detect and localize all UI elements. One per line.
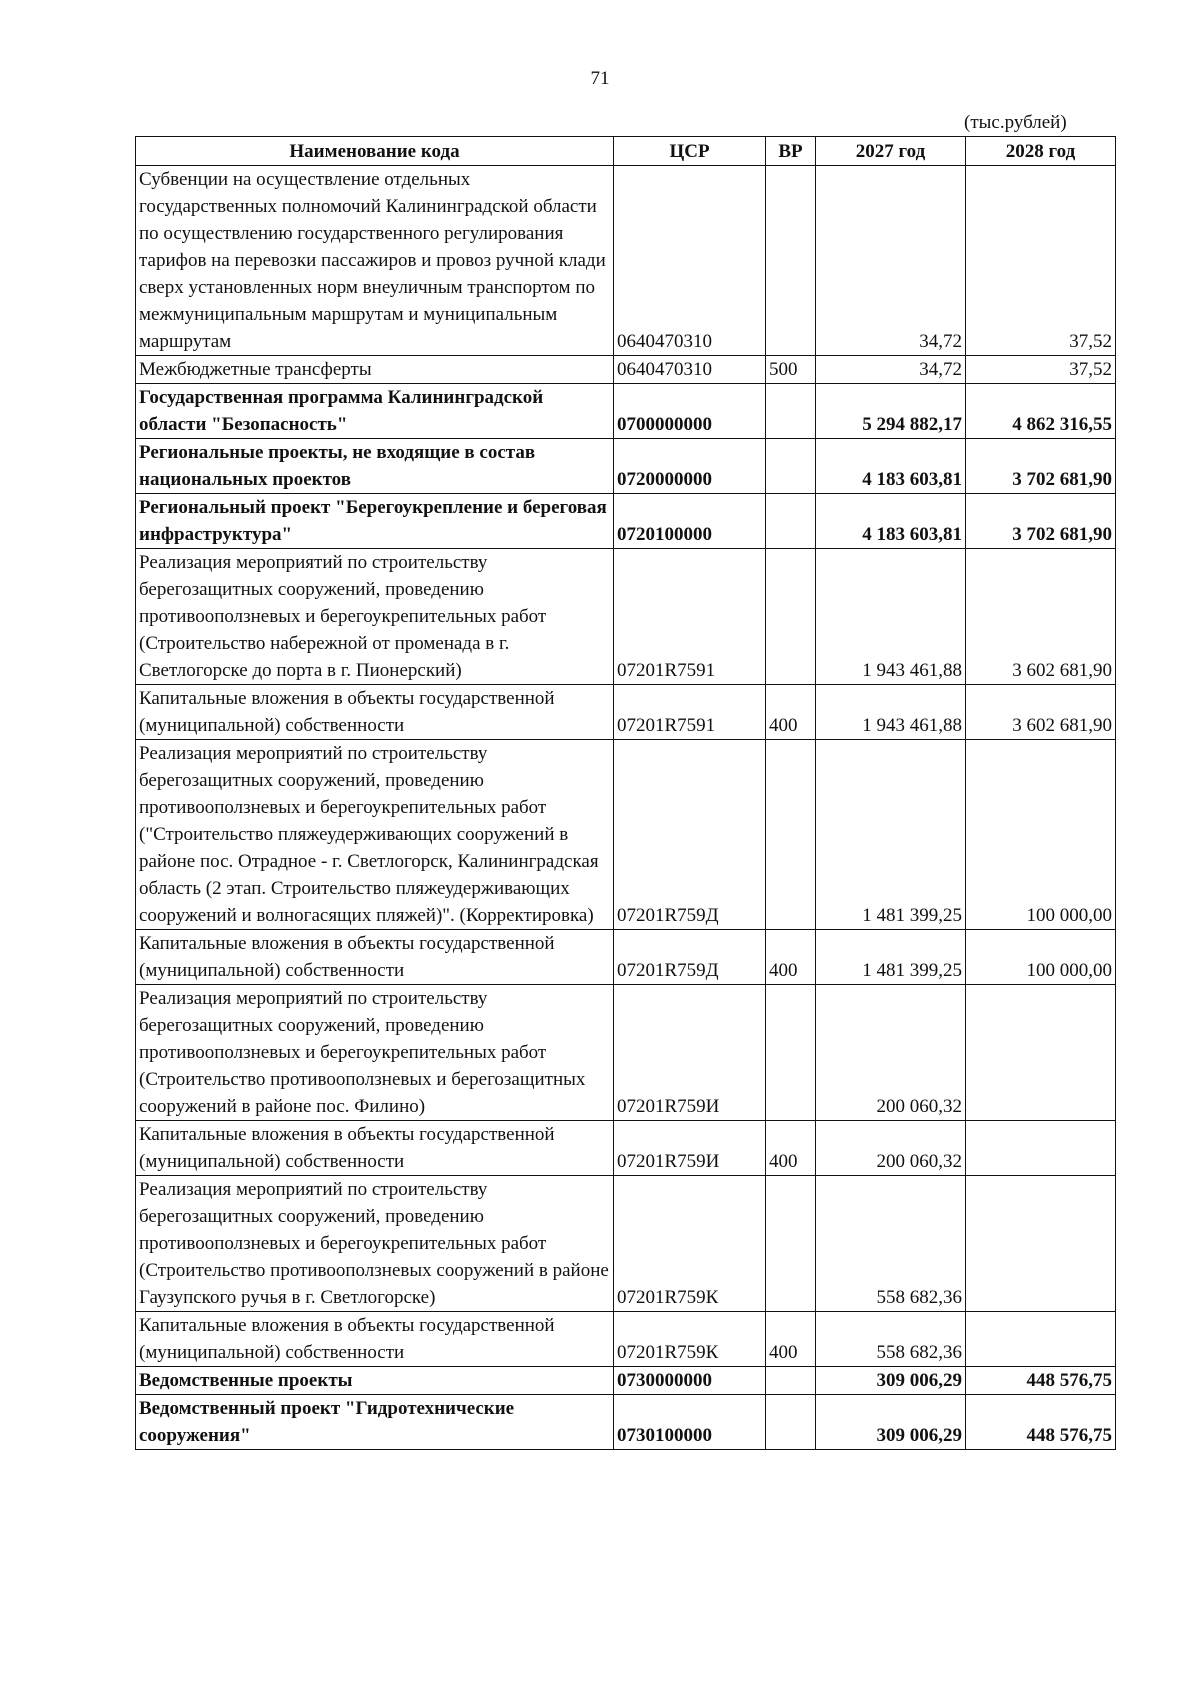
table-row (136, 494, 1116, 549)
row-vr-cell: 400 (766, 1312, 816, 1367)
row-2028-cell (966, 1121, 1116, 1176)
row-vr-cell (766, 494, 816, 549)
header-csr: ЦСР (614, 137, 766, 166)
row-csr-cell: 07201R7591 (614, 685, 766, 740)
table-row (136, 166, 1116, 356)
row-2028-cell: 37,52 (966, 166, 1116, 356)
row-csr-cell: 0700000000 (614, 384, 766, 439)
row-2028-cell: 100 000,00 (966, 740, 1116, 930)
row-2028-cell: 4 862 316,55 (966, 384, 1116, 439)
row-csr-cell: 07201R759И (614, 985, 766, 1121)
row-name-cell: Субвенции на осуществление отдельных государственных полномочий Калининградской области по осуществлению государственного регулирования тарифов на перевозки пассажиров и провоз ручной клади сверх установленных норм внеуличным транспортом по межмуниципальным маршрутам и муниципальным маршрутам (136, 166, 614, 356)
table-header-row (136, 137, 1116, 166)
row-2028-cell: 37,52 (966, 356, 1116, 384)
row-csr-cell: 0730000000 (614, 1367, 766, 1395)
table-body (136, 166, 1116, 1450)
row-2027-cell: 4 183 603,81 (816, 494, 966, 549)
table-row (136, 930, 1116, 985)
row-vr-cell: 400 (766, 930, 816, 985)
table-row (136, 1367, 1116, 1395)
row-2027-cell: 309 006,29 (816, 1367, 966, 1395)
row-name-cell: Региональный проект "Берегоукрепление и береговая инфраструктура" (136, 494, 614, 549)
row-2028-cell: 448 576,75 (966, 1367, 1116, 1395)
row-2027-cell: 558 682,36 (816, 1312, 966, 1367)
row-2027-cell: 1 943 461,88 (816, 685, 966, 740)
table-row (136, 356, 1116, 384)
row-2028-cell: 3 702 681,90 (966, 494, 1116, 549)
header-2027: 2027 год (816, 137, 966, 166)
row-vr-cell (766, 740, 816, 930)
row-2027-cell: 309 006,29 (816, 1395, 966, 1450)
row-2028-cell: 3 702 681,90 (966, 439, 1116, 494)
row-name-cell: Ведомственные проекты (136, 1367, 614, 1395)
row-2027-cell: 1 481 399,25 (816, 740, 966, 930)
row-csr-cell: 0640470310 (614, 166, 766, 356)
table-row (136, 685, 1116, 740)
row-2027-cell: 200 060,32 (816, 985, 966, 1121)
row-vr-cell (766, 1367, 816, 1395)
row-name-cell: Капитальные вложения в объекты государственной (муниципальной) собственности (136, 685, 614, 740)
page-number: 71 (590, 68, 610, 89)
row-name-cell: Ведомственный проект "Гидротехнические сооружения" (136, 1395, 614, 1450)
row-vr-cell (766, 439, 816, 494)
row-2027-cell: 4 183 603,81 (816, 439, 966, 494)
row-2027-cell: 1 943 461,88 (816, 549, 966, 685)
header-2028: 2028 год (966, 137, 1116, 166)
row-name-cell: Межбюджетные трансферты (136, 356, 614, 384)
header-vr: ВР (766, 137, 816, 166)
row-2028-cell (966, 1176, 1116, 1312)
row-2027-cell: 5 294 882,17 (816, 384, 966, 439)
table-row (136, 549, 1116, 685)
row-2028-cell: 3 602 681,90 (966, 685, 1116, 740)
table-row (136, 985, 1116, 1121)
row-name-cell: Государственная программа Калининградской области "Безопасность" (136, 384, 614, 439)
budget-table (135, 136, 1116, 1450)
table-row (136, 1176, 1116, 1312)
row-csr-cell: 0720000000 (614, 439, 766, 494)
table-row (136, 1312, 1116, 1367)
row-csr-cell: 07201R759Д (614, 930, 766, 985)
row-csr-cell: 07201R759К (614, 1312, 766, 1367)
table-row (136, 439, 1116, 494)
row-name-cell: Реализация мероприятий по строительству берегозащитных сооружений, проведению противооползневых и берегоукрепительных работ (Строительство набережной от променада в г. Светлогорске до порта в г. Пионерский) (136, 549, 614, 685)
row-csr-cell: 0720100000 (614, 494, 766, 549)
row-2027-cell: 34,72 (816, 356, 966, 384)
row-name-cell: Региональные проекты, не входящие в состав национальных проектов (136, 439, 614, 494)
row-name-cell: Реализация мероприятий по строительству берегозащитных сооружений, проведению противооползневых и берегоукрепительных работ ("Строительство пляжеудерживающих сооружений в районе пос. Отрадное - г. Светлогорск, Калининградская область (2 этап. Строительство пляжеудерживающих сооружений и волногасящих пляжей)". (Корректировка) (136, 740, 614, 930)
table-row (136, 1395, 1116, 1450)
row-csr-cell: 07201R759И (614, 1121, 766, 1176)
row-vr-cell (766, 1395, 816, 1450)
row-vr-cell (766, 549, 816, 685)
row-vr-cell: 500 (766, 356, 816, 384)
row-vr-cell (766, 384, 816, 439)
table-row (136, 740, 1116, 930)
row-2028-cell: 448 576,75 (966, 1395, 1116, 1450)
row-csr-cell: 0730100000 (614, 1395, 766, 1450)
row-vr-cell: 400 (766, 685, 816, 740)
row-csr-cell: 0640470310 (614, 356, 766, 384)
row-csr-cell: 07201R759Д (614, 740, 766, 930)
row-vr-cell (766, 166, 816, 356)
row-name-cell: Капитальные вложения в объекты государственной (муниципальной) собственности (136, 1121, 614, 1176)
units-label: (тыс.рублей) (964, 112, 1067, 133)
row-2028-cell: 3 602 681,90 (966, 549, 1116, 685)
table-row (136, 384, 1116, 439)
table-row (136, 1121, 1116, 1176)
row-2028-cell: 100 000,00 (966, 930, 1116, 985)
row-name-cell: Капитальные вложения в объекты государственной (муниципальной) собственности (136, 1312, 614, 1367)
row-vr-cell (766, 985, 816, 1121)
row-2027-cell: 1 481 399,25 (816, 930, 966, 985)
row-2028-cell (966, 1312, 1116, 1367)
row-2027-cell: 34,72 (816, 166, 966, 356)
row-2027-cell: 558 682,36 (816, 1176, 966, 1312)
header-name: Наименование кода (136, 137, 614, 166)
row-2028-cell (966, 985, 1116, 1121)
row-name-cell: Реализация мероприятий по строительству берегозащитных сооружений, проведению противооползневых и берегоукрепительных работ (Строительство противооползневых сооружений в районе Гаузупского ручья в г. Светлогорске) (136, 1176, 614, 1312)
row-vr-cell (766, 1176, 816, 1312)
row-csr-cell: 07201R7591 (614, 549, 766, 685)
row-vr-cell: 400 (766, 1121, 816, 1176)
row-csr-cell: 07201R759К (614, 1176, 766, 1312)
row-2027-cell: 200 060,32 (816, 1121, 966, 1176)
row-name-cell: Реализация мероприятий по строительству берегозащитных сооружений, проведению противооползневых и берегоукрепительных работ (Строительство противооползневых и берегозащитных сооружений в районе пос. Филино) (136, 985, 614, 1121)
row-name-cell: Капитальные вложения в объекты государственной (муниципальной) собственности (136, 930, 614, 985)
